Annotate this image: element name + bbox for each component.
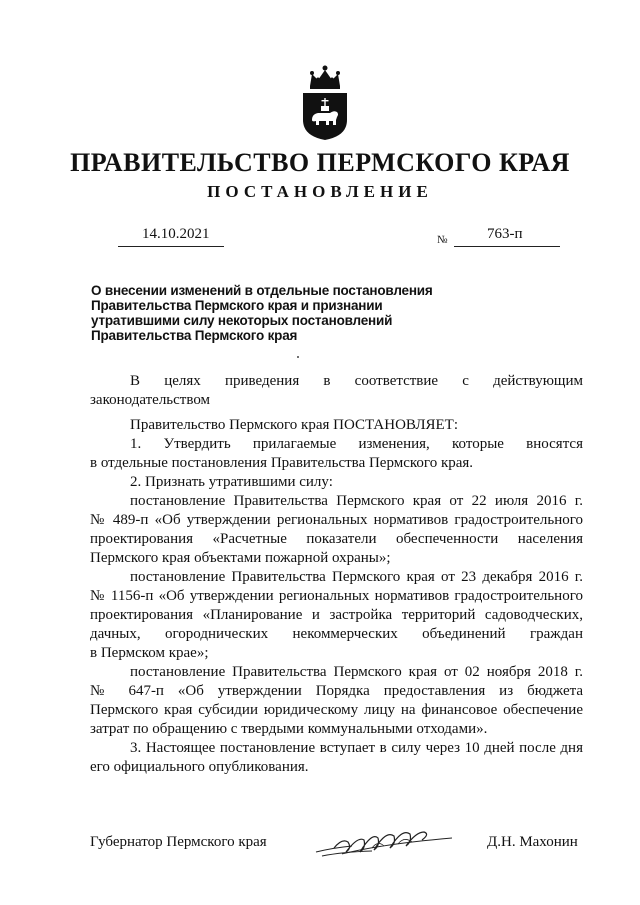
handwritten-signature bbox=[312, 818, 462, 863]
body-line: постановление Правительства Пермского края от 02 ноября 2018 г. bbox=[130, 664, 583, 680]
body-line: Пермского края объектами пожарной охраны»; bbox=[90, 550, 391, 566]
body-line: Пермского края субсидии юридическому лицу на финансовое обеспечение bbox=[90, 702, 583, 718]
subject-line: О внесении изменений в отдельные постановления bbox=[91, 283, 433, 298]
organization-title: ПРАВИТЕЛЬСТВО ПЕРМСКОГО КРАЯ bbox=[70, 148, 570, 177]
body-line: проектирования «Расчетные показатели обеспеченности населения bbox=[90, 531, 583, 547]
body-line: в отдельные постановления Правительства Пермского края. bbox=[90, 455, 474, 471]
document-number: 763-п bbox=[487, 226, 523, 242]
subject-line: Правительства Пермского края и признании bbox=[91, 298, 383, 313]
body-line: Правительство Пермского края ПОСТАНОВЛЯЕТ: bbox=[130, 417, 459, 433]
subject-line: Правительства Пермского края bbox=[91, 328, 298, 343]
signatory-position: Губернатор Пермского края bbox=[90, 834, 267, 850]
body-line: постановление Правительства Пермского края от 23 декабря 2016 г. bbox=[130, 569, 583, 585]
stray-dot bbox=[297, 356, 299, 358]
body-line: 2. Признать утратившими силу: bbox=[130, 474, 333, 490]
body-line: № 489-п «Об утверждении региональных нормативов градостроительного bbox=[90, 512, 583, 528]
document-body bbox=[90, 372, 583, 777]
number-sign: № bbox=[437, 234, 448, 246]
body-line: № 1156-п «Об утверждении региональных нормативов градостроительного bbox=[90, 588, 583, 604]
date-underline bbox=[118, 246, 224, 247]
number-underline bbox=[454, 246, 560, 247]
document-subject bbox=[91, 283, 511, 343]
body-line: 3. Настоящее постановление вступает в силу через 10 дней после дня bbox=[130, 740, 583, 756]
body-line: законодательством bbox=[90, 392, 211, 408]
body-line: дачных, огороднических некоммерческих объединений граждан bbox=[90, 626, 583, 642]
body-line: его официального опубликования. bbox=[90, 759, 309, 775]
subject-line: утратившими силу некоторых постановлений bbox=[91, 313, 393, 328]
body-line: постановление Правительства Пермского края от 22 июля 2016 г. bbox=[130, 493, 583, 509]
document-type: ПОСТАНОВЛЕНИЕ bbox=[207, 182, 433, 201]
body-line: В целях приведения в соответствие с действующим bbox=[130, 373, 583, 389]
body-line: в Пермском крае»; bbox=[90, 645, 209, 661]
body-line: проектирования «Планирование и застройка территорий садоводческих, bbox=[90, 607, 583, 623]
coat-of-arms-emblem bbox=[300, 62, 350, 142]
body-line: № 647-п «Об утверждении Порядка предоставления из бюджета bbox=[90, 683, 583, 699]
signatory-name: Д.Н. Махонин bbox=[487, 834, 578, 850]
body-line: затрат по обращению с твердыми коммунальными отходами». bbox=[90, 721, 488, 737]
body-line: 1. Утвердить прилагаемые изменения, которые вносятся bbox=[130, 436, 583, 452]
document-date: 14.10.2021 bbox=[142, 226, 210, 242]
